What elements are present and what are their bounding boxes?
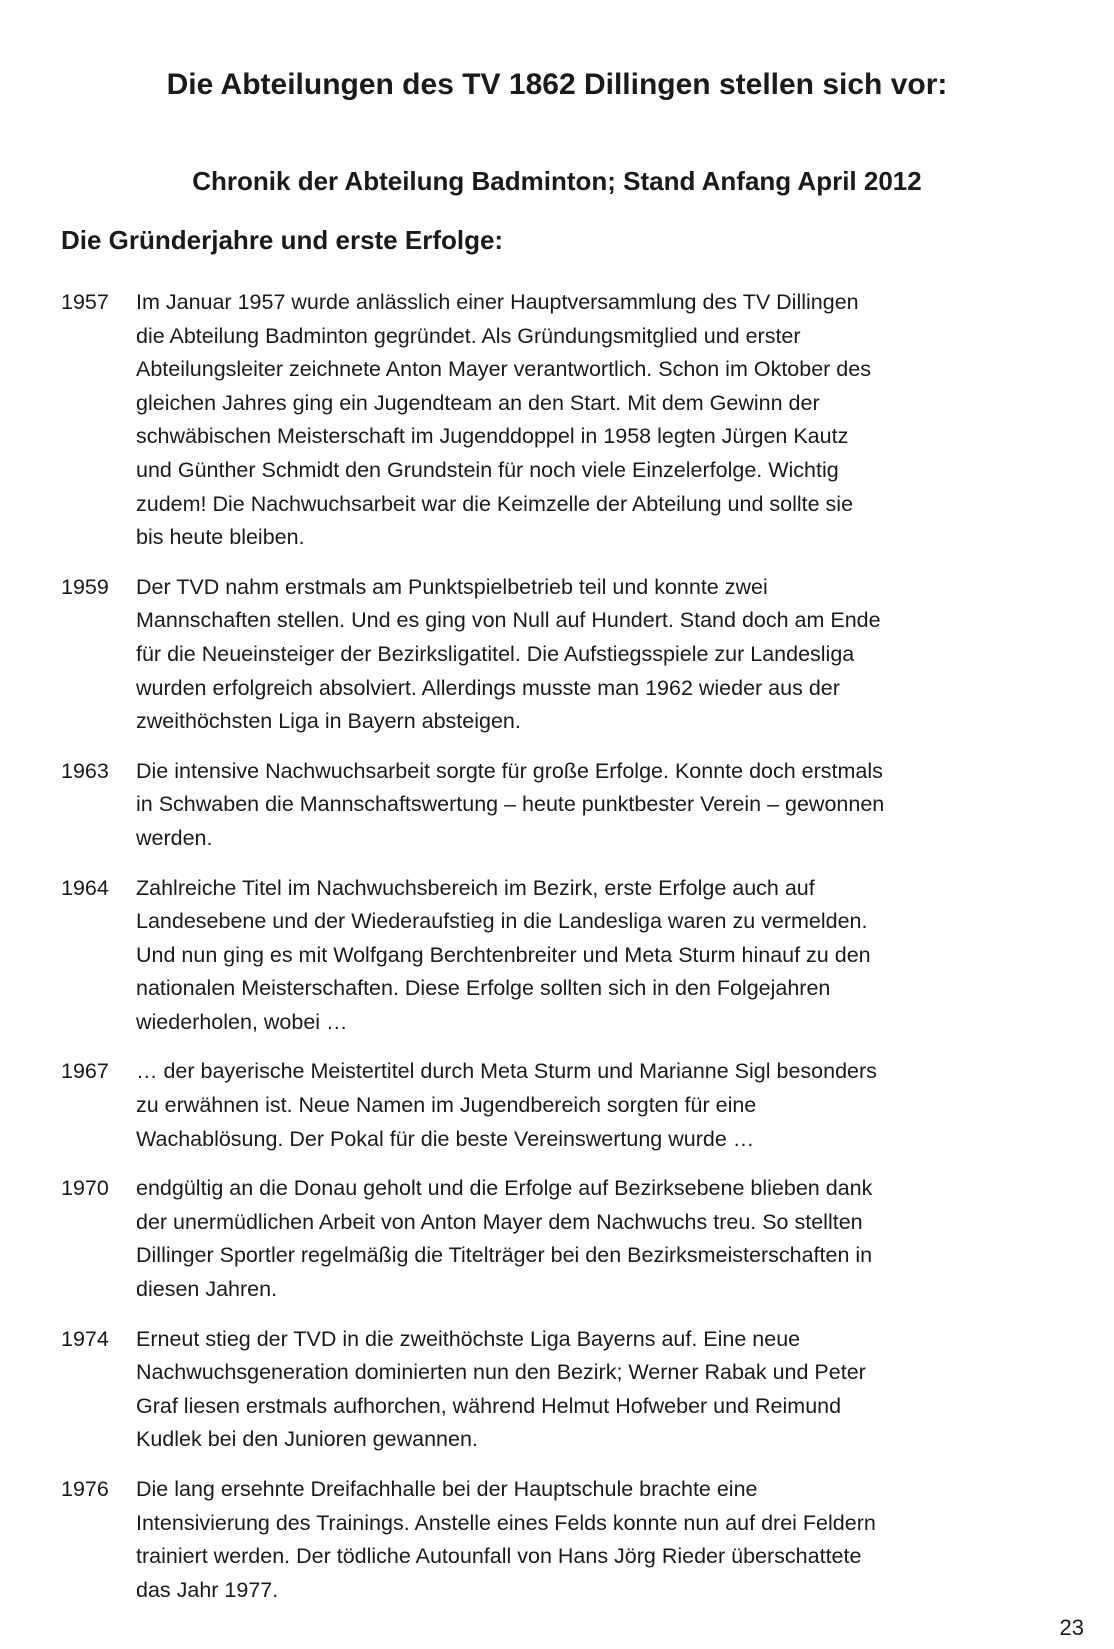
page-number: 23 bbox=[1059, 1615, 1084, 1640]
chronicle-entry bbox=[61, 571, 1041, 739]
section-heading: Die Gründerjahre und erste Erfolge: bbox=[61, 225, 504, 255]
entry-line: schwäbischen Meisterschaft im Jugenddoppel in 1958 legten Jürgen Kautz bbox=[136, 424, 849, 449]
entry-line: wiederholen, wobei … bbox=[136, 1009, 348, 1034]
entry-line: wurden erfolgreich absolviert. Allerdings musste man 1962 wieder aus der bbox=[136, 675, 840, 700]
entry-text bbox=[136, 571, 1041, 739]
entry-text bbox=[136, 1473, 1041, 1607]
entry-line: Landesebene und der Wiederaufstieg in die Landesliga waren zu vermelden. bbox=[136, 909, 868, 934]
entry-line: Abteilungsleiter zeichnete Anton Mayer verantwortlich. Schon im Oktober des bbox=[136, 357, 871, 382]
entry-line: in Schwaben die Mannschaftswertung – heute punktbester Verein – gewonnen bbox=[136, 792, 885, 817]
chronicle-entry bbox=[61, 755, 1041, 856]
entry-text bbox=[136, 286, 1041, 555]
chronicle-subtitle: Chronik der Abteilung Badminton; Stand Anfang April 2012 bbox=[192, 166, 922, 196]
entry-year: 1967 bbox=[61, 1059, 109, 1084]
entry-year: 1964 bbox=[61, 875, 109, 900]
chronicle-entry bbox=[61, 1172, 1041, 1306]
entry-line: für die Neueinsteiger der Bezirksligatitel. Die Aufstiegsspiele zur Landesliga bbox=[136, 641, 855, 666]
entry-line: zudem! Die Nachwuchsarbeit war die Keimzelle der Abteilung und sollte sie bbox=[136, 491, 854, 516]
chronicle-entries bbox=[61, 286, 1041, 1607]
entry-line: trainiert werden. Der tödliche Autounfall von Hans Jörg Rieder überschattete bbox=[136, 1544, 862, 1569]
entry-line: Die lang ersehnte Dreifachhalle bei der Hauptschule brachte eine bbox=[136, 1477, 758, 1501]
entry-line: Kudlek bei den Junioren gewannen. bbox=[136, 1427, 478, 1452]
chronicle-entry bbox=[61, 1473, 1041, 1607]
entry-line: gleichen Jahres ging ein Jugendteam an den Start. Mit dem Gewinn der bbox=[136, 390, 820, 415]
entry-line: Mannschaften stellen. Und es ging von Null auf Hundert. Stand doch am Ende bbox=[136, 608, 881, 633]
entry-line: Und nun ging es mit Wolfgang Berchtenbreiter und Meta Sturm hinauf zu den bbox=[136, 942, 871, 967]
entry-line: werden. bbox=[136, 825, 213, 850]
entry-line: die Abteilung Badminton gegründet. Als Gründungsmitglied und erster bbox=[136, 323, 801, 348]
chronicle-entry bbox=[61, 872, 1041, 1040]
entry-text bbox=[136, 1055, 1041, 1156]
entry-line: zweithöchsten Liga in Bayern absteigen. bbox=[136, 709, 521, 734]
entry-line: zu erwähnen ist. Neue Namen im Jugendbereich sorgten für eine bbox=[136, 1093, 757, 1118]
entry-line: Der TVD nahm erstmals am Punktspielbetrieb teil und konnte zwei bbox=[136, 574, 768, 599]
entry-year: 1957 bbox=[61, 290, 109, 314]
chronicle-entry bbox=[61, 286, 1041, 555]
entry-year: 1976 bbox=[61, 1477, 109, 1501]
entry-line: der unermüdlichen Arbeit von Anton Mayer dem Nachwuchs treu. So stellten bbox=[136, 1209, 863, 1234]
entry-text bbox=[136, 1172, 1041, 1306]
entry-text bbox=[136, 872, 1041, 1040]
entry-year: 1974 bbox=[61, 1326, 109, 1351]
entry-year: 1959 bbox=[61, 574, 109, 599]
entry-line: Graf liesen erstmals aufhorchen, während Helmut Hofweber und Reimund bbox=[136, 1393, 842, 1418]
entry-line: endgültig an die Donau geholt und die Erfolge auf Bezirksebene blieben dank bbox=[136, 1176, 873, 1201]
entry-line: das Jahr 1977. bbox=[136, 1577, 279, 1602]
entry-line: und Günther Schmidt den Grundstein für noch viele Einzelerfolge. Wichtig bbox=[136, 457, 839, 482]
entry-line: Die intensive Nachwuchsarbeit sorgte für große Erfolge. Konnte doch erstmals bbox=[136, 758, 883, 783]
entry-line: … der bayerische Meistertitel durch Meta Sturm und Marianne Sigl besonders bbox=[136, 1059, 877, 1084]
entry-line: Dillinger Sportler regelmäßig die Titelträger bei den Bezirksmeisterschaften in bbox=[136, 1243, 873, 1268]
page-title: Die Abteilungen des TV 1862 Dillingen stellen sich vor: bbox=[166, 68, 948, 101]
entry-line: diesen Jahren. bbox=[136, 1277, 278, 1302]
entry-line: Wachablösung. Der Pokal für die beste Vereinswertung wurde … bbox=[136, 1126, 755, 1151]
entry-line: nationalen Meisterschaften. Diese Erfolge sollten sich in den Folgejahren bbox=[136, 976, 831, 1001]
entry-text bbox=[136, 1323, 1041, 1457]
entry-year: 1963 bbox=[61, 758, 109, 783]
entry-text bbox=[136, 755, 1041, 856]
entry-line: Intensivierung des Trainings. Anstelle eines Felds konnte nun auf drei Feldern bbox=[136, 1510, 876, 1535]
entry-line: Im Januar 1957 wurde anlässlich einer Hauptversammlung des TV Dillingen bbox=[136, 290, 859, 314]
chronicle-entry bbox=[61, 1323, 1041, 1457]
entry-line: Zahlreiche Titel im Nachwuchsbereich im Bezirk, erste Erfolge auch auf bbox=[136, 875, 815, 900]
entry-year: 1970 bbox=[61, 1176, 109, 1201]
entry-line: Nachwuchsgeneration dominierten nun den Bezirk; Werner Rabak und Peter bbox=[136, 1360, 866, 1385]
entry-line: bis heute bleiben. bbox=[136, 525, 305, 550]
chronicle-entry bbox=[61, 1055, 1041, 1156]
entry-line: Erneut stieg der TVD in die zweithöchste Liga Bayerns auf. Eine neue bbox=[136, 1326, 801, 1351]
